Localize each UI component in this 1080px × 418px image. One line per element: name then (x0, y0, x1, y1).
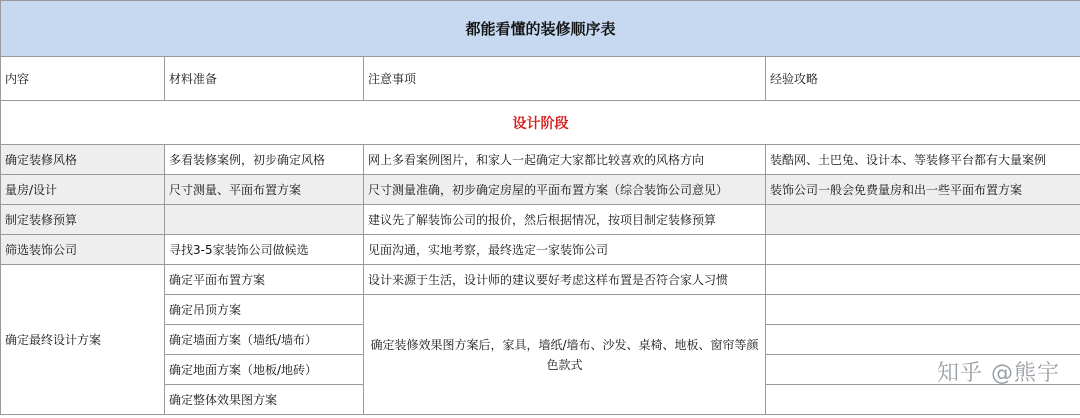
table-row (1, 145, 1080, 175)
cell-notes: 尺寸测量准确，初步确定房屋的平面布置方案（综合装饰公司意见） (364, 175, 766, 205)
header-materials: 材料准备 (165, 57, 364, 101)
cell-tips (766, 295, 1080, 325)
final-material-item: 确定平面布置方案 (165, 265, 364, 295)
final-material-item: 确定吊顶方案 (165, 295, 364, 325)
cell-tips: 装饰公司一般会免费量房和出一些平面布置方案 (766, 175, 1080, 205)
cell-tips (766, 385, 1080, 415)
phase-title: 设计阶段 (1, 101, 1080, 145)
table-row (1, 265, 1080, 295)
final-note-first: 设计来源于生活，设计师的建议要好考虑这样布置是否符合家人习惯 (364, 265, 766, 295)
cell-tips (766, 325, 1080, 355)
final-note-merged: 确定装修效果图方案后，家具，墙纸/墙布、沙发、桌椅、地板、窗帘等颜色款式 (364, 295, 766, 415)
cell-notes: 建议先了解装饰公司的报价，然后根据情况，按项目制定装修预算 (364, 205, 766, 235)
zhihu-watermark: 知乎 @熊宇 (937, 361, 1060, 386)
table-row (1, 235, 1080, 265)
cell-content: 制定装修预算 (1, 205, 165, 235)
cell-tips (766, 235, 1080, 265)
cell-content: 量房/设计 (1, 175, 165, 205)
cell-notes: 网上多看案例图片，和家人一起确定大家都比较喜欢的风格方向 (364, 145, 766, 175)
header-tips: 经验攻略 (766, 57, 1080, 101)
cell-content: 确定装修风格 (1, 145, 165, 175)
cell-materials (165, 205, 364, 235)
table-row (1, 175, 1080, 205)
cell-materials: 寻找3-5家装饰公司做候选 (165, 235, 364, 265)
cell-tips (766, 265, 1080, 295)
cell-materials: 多看装修案例，初步确定风格 (165, 145, 364, 175)
table-row (1, 205, 1080, 235)
table-title: 都能看懂的装修顺序表 (1, 1, 1080, 57)
cell-tips: 装酷网、土巴兔、设计本、等装修平台都有大量案例 (766, 145, 1080, 175)
final-design-content: 确定最终设计方案 (1, 265, 165, 415)
cell-materials: 尺寸测量、平面布置方案 (165, 175, 364, 205)
cell-notes: 见面沟通，实地考察，最终选定一家装饰公司 (364, 235, 766, 265)
final-material-item: 确定墙面方案（墙纸/墙布） (165, 325, 364, 355)
cell-tips (766, 205, 1080, 235)
final-material-item: 确定整体效果图方案 (165, 385, 364, 415)
header-notes: 注意事项 (364, 57, 766, 101)
header-content: 内容 (1, 57, 165, 101)
cell-content: 筛选装饰公司 (1, 235, 165, 265)
final-material-item: 确定地面方案（地板/地砖） (165, 355, 364, 385)
